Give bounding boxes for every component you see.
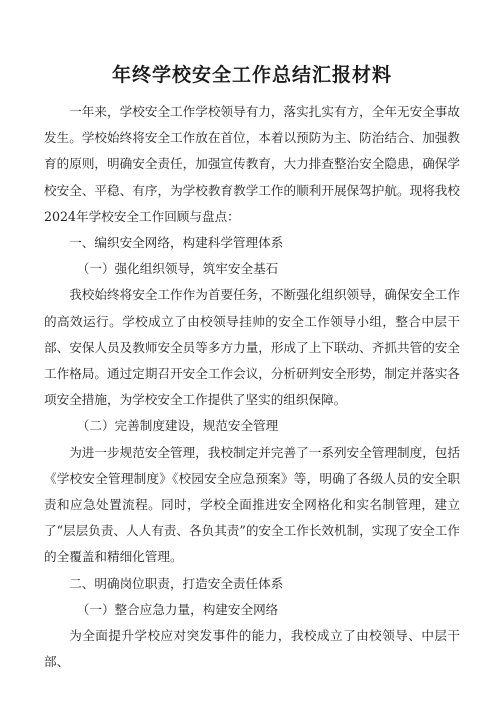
section-heading-1: 一、编织安全网络，构建科学管理体系 — [69, 235, 284, 251]
intro-paragraph: 一年来，学校安全工作学校领导有力，落实扎实有方，全年无安全事故发生。学校始终将安全工作放在首位，本着以预防为主、防治结合、加强教育的原则，明确安全责任，加强宣传教育，大力排查整治安全隐患，确保学校安全、平稳、有序，为学校教育教学工作的顺利开展保驾护航。现将我校2024年学校安全工作回顾与盘点： — [44, 104, 460, 224]
subsection-body-3: 为全面提升学校应对突发事件的能力，我校成立了由校领导、中层干部、 — [44, 628, 460, 670]
subsection-heading-3: （一）整合应急力量，构建安全网络 — [76, 601, 279, 617]
subsection-body-2: 为进一步规范安全管理，我校制定并完善了一系列安全管理制度，包括《学校安全管理制度》《校园安全应急预案》等，明确了各级人员的安全职责和应急处置流程。同时，学校全面推进安全网格化和实名制管理，建立了“层层负责、人人有责、各负其责”的安全工作长效机制，实现了安全工作的全覆盖和精细化管理。 — [44, 444, 460, 565]
subsection-heading-2: （二）完善制度建设，规范安全管理 — [76, 418, 279, 434]
subsection-body-1: 我校始终将安全工作作为首要任务，不断强化组织领导，确保安全工作的高效运行。学校成立了由校领导挂帅的安全工作领导小组，整合中层干部、安保人员及教师安全员等多方力量，形成了上下联动、齐抓共管的安全工作格局。通过定期召开安全工作会议，分析研判安全形势，制定并落实各项安全措施，为学校安全工作提供了坚实的组织保障。 — [44, 287, 460, 408]
subsection-heading-1: （一）强化组织领导，筑牢安全基石 — [76, 261, 279, 277]
document-title: 年终学校安全工作总结汇报材料 — [111, 64, 392, 86]
section-heading-2: 二、明确岗位职责，打造安全责任体系 — [69, 575, 284, 591]
